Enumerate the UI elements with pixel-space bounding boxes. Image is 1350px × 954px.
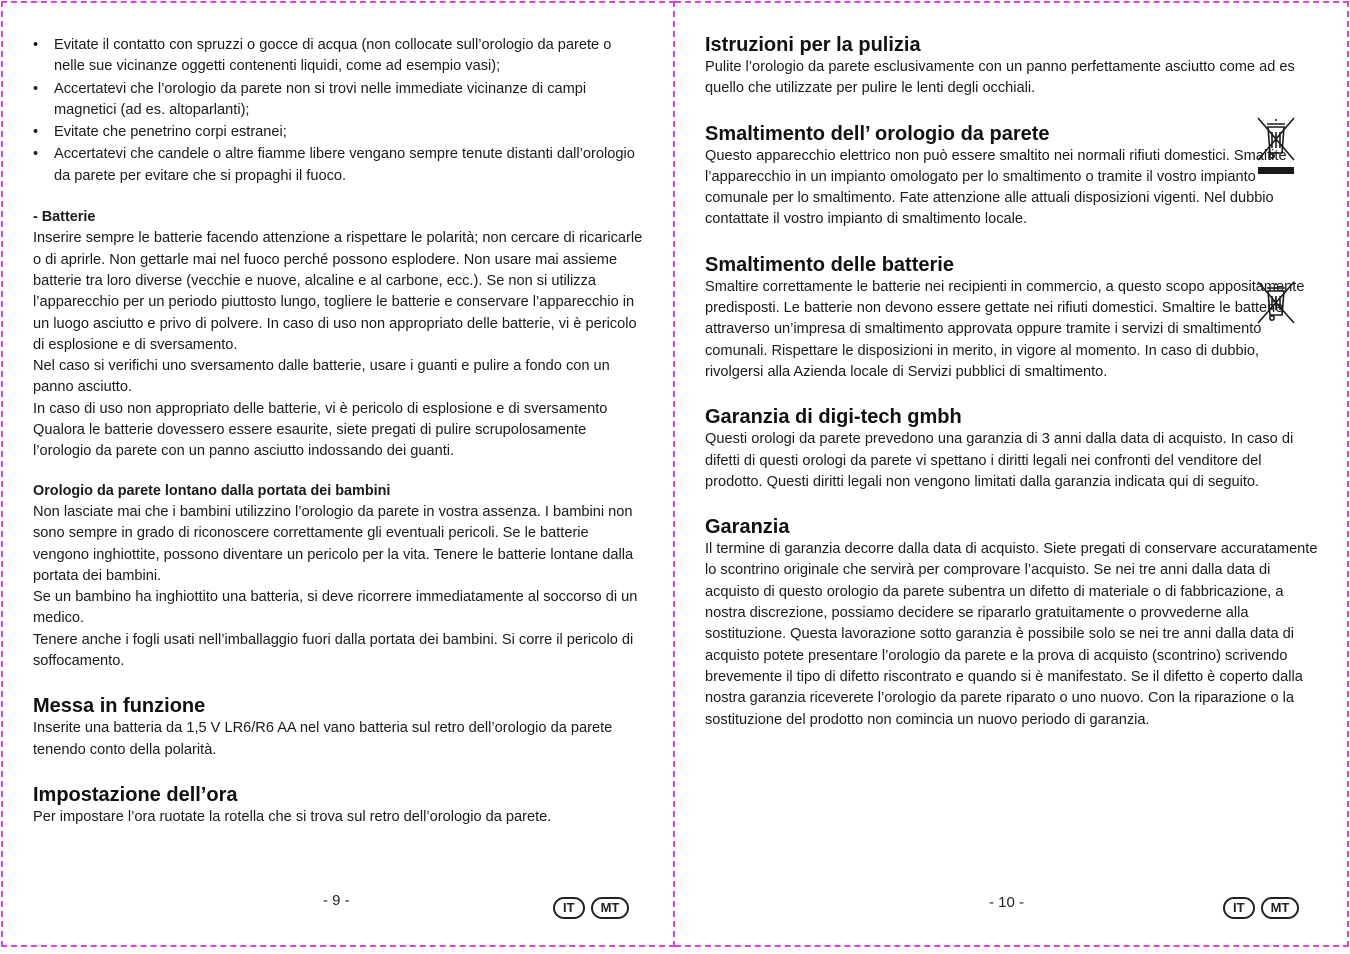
batterie-paragraph: In caso di uso non appropriato delle batterie, vi è pericolo di esplosione e di sversamento Qualora le batterie dovessero essere esaurite, siete pregati di pulire scrupolosamente l’orologio da parete con un panno asciutto indossando dei guanti.	[33, 400, 608, 460]
language-badges	[553, 897, 629, 919]
garanzia-digitech-section	[705, 405, 1319, 493]
bullet-item: • Accertatevi che candele o altre fiamme libere vengano sempre tenute distanti dall’orologio da parete per evitare che si propaghi il fuoco.	[33, 144, 643, 187]
bullet-item: • Evitate il contatto con spruzzi o gocce di acqua (non collocate sull’orologio da parete o nelle sue vicinanze oggetti contenenti liquidi, come ad esempio vasi);	[33, 35, 643, 78]
garanzia-digitech-heading: Garanzia di digi-tech gmbh	[705, 406, 962, 429]
impostazione-ora-heading: Impostazione dell’ora	[33, 783, 238, 806]
impostazione-ora-section	[33, 783, 643, 828]
garanzia-heading: Garanzia	[705, 516, 790, 539]
messa-in-funzione-section	[33, 694, 643, 761]
smaltimento-batterie-heading: Smaltimento delle batterie	[705, 253, 954, 276]
smaltimento-orologio-text: Questo apparecchio elettrico non può essere smaltito nei normali rifiuti domestici. Smaltite l’apparecchio in un impianto omologato per lo smaltimento o tramite il vostro impianto comunale per lo smaltimento. Fate attenzione alle attuali disposizioni vigenti. Nel dubbio contattate il vostro impianto di smaltimento locale.	[705, 147, 1287, 228]
smaltimento-batterie-text: Smaltire correttamente le batterie nei recipienti in commercio, a questo scopo appositamente predisposti. Le batterie non devono essere gettate nei rifiuti domestici. Smaltire le batterie attraverso un’impresa di smaltimento approvata oppure tramite i servizi di smaltimento comunali. Rispettare le disposizioni in merito, in vigore al momento. In caso di dubbio, rivolgersi alla Azienda locale di Servizi pubblici di smaltimento.	[705, 278, 1305, 380]
pulizia-heading: Istruzioni per la pulizia	[705, 34, 921, 56]
smaltimento-orologio-heading: Smaltimento dell’ orologio da parete	[705, 122, 1050, 145]
bambini-paragraph: Se un bambino ha inghiottito una batteria, si deve ricorrere immediatamente al soccorso di un medico.	[33, 589, 638, 627]
language-badges	[1223, 897, 1299, 919]
page-9	[1, 1, 675, 947]
page-number: - 9 -	[323, 892, 350, 909]
crossed-out-wheelie-bin-icon	[1255, 279, 1297, 325]
batterie-paragraph: Inserire sempre le batterie facendo attenzione a rispettare le polarità; non cercare di ricaricarle o di aprirle. Non gettarle mai nel fuoco perché possono esplodere. Non usare mai assieme batterie tra loro diverse (vecchie e nuove, alcaline e al carbone, ecc.). Se non si utilizza l’apparecchio per un periodo piuttosto lungo, togliere le batterie e conservare l’apparecchio in un luogo asciutto e privo di polvere. In caso di uso non appropriato delle batterie, vi è pericolo di esplosione e di sversamento.	[33, 230, 643, 353]
language-badge-mt: MT	[1261, 897, 1300, 919]
batterie-paragraph: Nel caso si verifichi uno sversamento dalle batterie, usare i guanti e pulire a fondo con un panno asciutto.	[33, 358, 610, 396]
garanzia-text: Il termine di garanzia decorre dalla data di acquisto. Siete pregati di conservare accuratamente lo scontrino originale che servirà per comprovare l’acquisto. Se nei tre anni dalla data di acquisto di questo orologio da parete subentra un difetto di materiale o di fabbricazione, a nostra discrezione, possiamo decidere se ripararlo gratuitamente o provvederne alla sostituzione. Questa lavorazione sotto garanzia è possibile solo se nei tre anni dalla data di acquisto potete presentare l’orologio da parete e la prova di acquisto (scontrino) scrivendo brevemente il tipo di difetto riscontrato e quando si è manifestato. Se il difetto è coperto dalla nostra garanzia riceverete l’orologio da parete riparato o uno nuovo. Con la riparazione o la sostituzione del prodotto non comincia un nuovo periodo di garanzia.	[705, 541, 1318, 728]
bullet-item: • Evitate che penetrino corpi estranei;	[33, 122, 643, 143]
safety-bullet-list	[33, 35, 643, 187]
page-10	[675, 1, 1349, 947]
language-badge-it: IT	[1223, 897, 1255, 919]
page-number: - 10 -	[989, 894, 1025, 911]
messa-in-funzione-heading: Messa in funzione	[33, 695, 206, 718]
smaltimento-batterie-section	[705, 253, 1319, 383]
language-badge-mt: MT	[591, 897, 630, 919]
bambini-paragraph: Non lasciate mai che i bambini utilizzino l’orologio da parete in vostra assenza. I bambini non sono sempre in grado di riconoscere correttamente gli eventuali pericoli. Se le batterie vengono inghiottite, possono diventare un pericolo per la vita. Tenere le batterie lontane dalla portata dei bambini.	[33, 503, 634, 584]
garanzia-digitech-text: Questi orologi da parete prevedono una garanzia di 3 anni dalla data di acquisto. In caso di difetti di questi orologi da parete vi spettano i diritti legali nei confronti del venditore del prodotto. Questi diritti legali non vengono limitati dalla garanzia indicata qui di seguito.	[705, 431, 1294, 490]
batterie-heading: - Batterie	[33, 209, 96, 226]
pulizia-text: Pulite l’orologio da parete esclusivamente con un panno perfettamente asciutto come ad es quello che utilizzate per pulire le lenti degli occhiali.	[705, 59, 1295, 97]
bambini-paragraph: Tenere anche i fogli usati nell’imballaggio fuori dalla portata dei bambini. Si corre il pericolo di soffocamento.	[33, 631, 634, 670]
messa-in-funzione-text: Inserite una batteria da 1,5 V LR6/R6 AA nel vano batteria sul retro dell’orologio da parete tenendo conto della polarità.	[33, 720, 613, 758]
bullet-item: • Accertatevi che l’orologio da parete non si trovi nelle immediate vicinanze di campi magnetici (ad es. altoparlanti);	[33, 79, 643, 122]
page-10-content	[705, 33, 1319, 731]
language-badge-it: IT	[553, 897, 585, 919]
bambini-heading: Orologio da parete lontano dalla portata dei bambini	[33, 482, 391, 499]
pulizia-section	[705, 33, 1319, 100]
impostazione-ora-text: Per impostare l’ora ruotate la rotella che si trova sul retro dell’orologio da parete.	[33, 808, 552, 825]
smaltimento-orologio-section	[705, 122, 1319, 231]
page-9-content	[33, 35, 643, 828]
crossed-out-wheelie-bin-with-bar-icon	[1255, 115, 1297, 177]
garanzia-section	[705, 515, 1319, 731]
